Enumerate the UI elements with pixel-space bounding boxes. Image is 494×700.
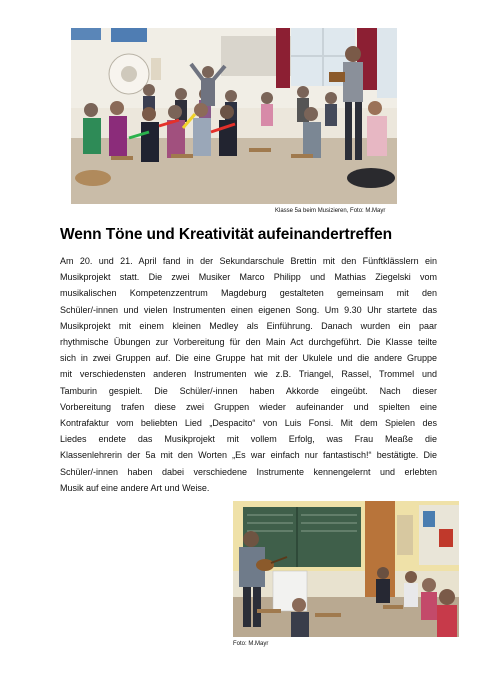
article-line: Klassenlehrerin der 5a mit den Worten „Es war einfach nur fantastisch!“ bestätigte. Die	[60, 450, 437, 461]
article-line: Schüler/-innen und vielen Instrumenten einen eigenen Song. Um 9.30 Uhr startete das	[60, 304, 437, 315]
article-line: Musikprojekt statt. Die zwei Musiker Marco Philipp und Mathias Ziegelski vom	[60, 272, 437, 283]
article-line: Liedes endete das Musikprojekt mit vollem Erfolg, was Frau Meaße die	[60, 434, 437, 445]
article-line: musikalischen Kompetenzzentrum Magdeburg gestalteten gemeinsam mit den	[60, 288, 437, 299]
article-line: Schüler/-innen haben dabei verschiedene Instrumente kennengelernt und erlebten	[60, 466, 437, 477]
classroom-music-image	[71, 28, 397, 204]
article-body	[60, 253, 437, 496]
ukulele-lesson-photo	[233, 501, 459, 637]
article-line: rhythmische Übungen zur Vorbereitung für den Main Act durchgeführt. Die Klasse teilte	[60, 337, 437, 348]
article-line: Tamburin gespielt. Die Schüler/-innen haben Akkorde eingeübt. Nach dieser	[60, 385, 437, 396]
article-title: Wenn Töne und Kreativität aufeinandertreffen	[60, 226, 393, 243]
article-line: mit verschiedensten anderen Instrumenten wie z.B. Triangel, Rassel, Trommel und	[60, 369, 437, 380]
ukulele-lesson-image	[233, 501, 459, 637]
bottom-photo-caption: Foto: M.Mayr	[233, 641, 269, 647]
article-line: Kontrafaktur vom beliebten Lied „Despacito“ von Luis Fonsi. Mit dem Spielen des	[60, 418, 437, 429]
article-line: sich in zwei Gruppen auf. Die eine Gruppe hat mit der Ukulele und die andere Gruppe	[60, 353, 437, 364]
article-line: Am 20. und 21. April fand in der Sekundarschule Brettin mit den Fünftklässlern ein	[60, 256, 437, 266]
classroom-music-photo	[71, 28, 397, 204]
article-line: Musikprojekt mit einem kleinen Medley als Einführung. Danach wurden ein paar	[60, 320, 437, 331]
article-line: Musik auf eine andere Art und Weise.	[60, 482, 210, 493]
top-photo-caption: Klasse 5a beim Musizieren, Foto: M.Mayr	[275, 208, 386, 214]
article-line: Vorbereitung trafen diese zwei Gruppen wieder aufeinander und spielten eine	[60, 401, 437, 412]
